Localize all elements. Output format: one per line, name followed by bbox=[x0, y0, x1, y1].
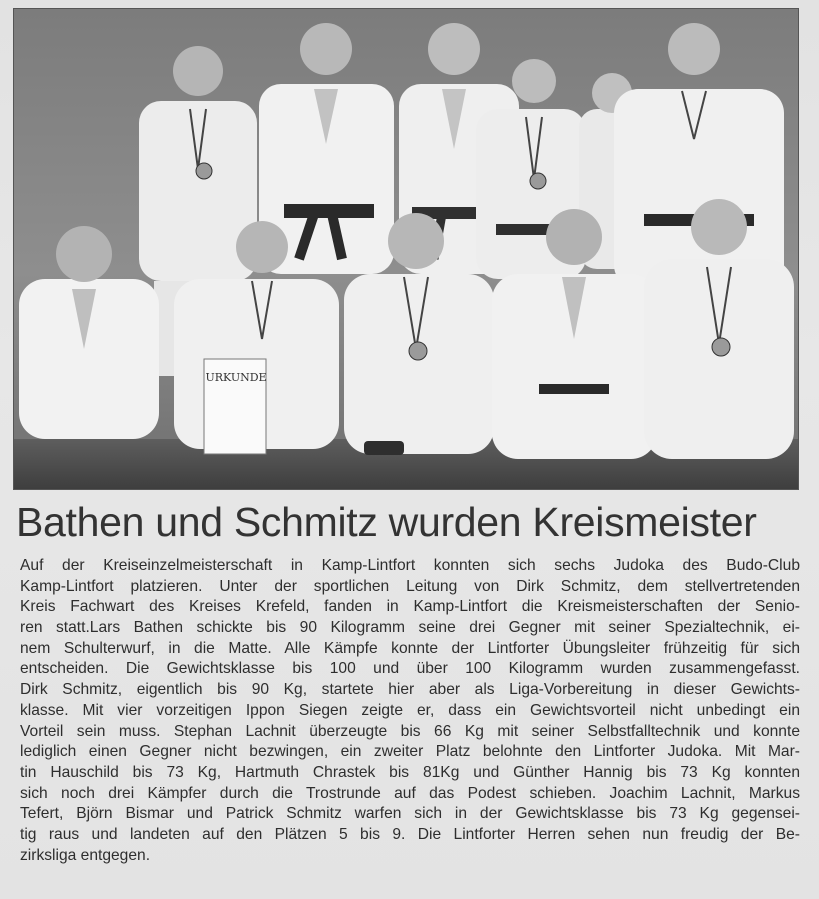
team-photo bbox=[13, 8, 799, 490]
article-line: tig raus und landeten auf den Plätzen 5 bis 9. Die Lintforter Herren sehen nun freudig der Be- bbox=[20, 825, 800, 843]
article-line: Dirk Schmitz, eigentlich bis 90 Kg, startete hier aber als Liga-Vorbereitung in dieser Gewichts- bbox=[20, 681, 800, 699]
certificate-label: URKUNDE bbox=[205, 371, 267, 384]
judoka-group-illustration bbox=[14, 9, 798, 489]
article-line: Kamp-Lintfort platzieren. Unter der sportlichen Leitung von Dirk Schmitz, dem stellvertretenden bbox=[20, 577, 800, 595]
article-line: Kreis Fachwart des Kreises Krefeld, fanden in Kamp-Lintfort die Kreismeisterschaften der Senio- bbox=[20, 598, 800, 616]
article-body bbox=[20, 556, 800, 866]
article-line: klasse. Mit vier vorzeitigen Ippon Siegen zeigte er, dass ein Gewichtsvorteil nicht unbedingt ein bbox=[20, 701, 800, 719]
article-line: nem Schulterwurf, in die Matte. Alle Kämpfe konnte der Lintforter Übungsleiter frühzeitig für sich bbox=[20, 639, 800, 657]
article-line: sich noch drei Kämpfer durch die Trostrunde auf das Podest schieben. Joachim Lachnit, Markus bbox=[20, 784, 800, 802]
article-line: entscheiden. Die Gewichtsklasse bis 100 und über 100 Kilogramm wurden zusammengefasst. bbox=[20, 660, 800, 678]
article-line: Tefert, Björn Bismar und Patrick Schmitz warfen sich in der Gewichtsklasse bis 73 Kg gegensei- bbox=[20, 805, 800, 823]
article-headline: Bathen und Schmitz wurden Kreismeister bbox=[16, 499, 757, 545]
article-line: Auf der Kreiseinzelmeisterschaft in Kamp-Lintfort konnten sich sechs Judoka des Budo-Club bbox=[20, 557, 800, 574]
article-line: lediglich einen Gegner nicht bezwingen, ein zweiter Platz belohnte den Lintforter Judoka. Mit Mar- bbox=[20, 743, 800, 761]
article-line: Vorteil sein muss. Stephan Lachnit überzeugte bis 66 Kg mit seiner Selbstfalltechnik und konnte bbox=[20, 722, 800, 740]
article-line: zirksliga entgegen. bbox=[20, 846, 151, 864]
article-line: tin Hauschild bis 73 Kg, Hartmuth Chrastek bis 81Kg und Günther Hannig bis 73 Kg konnten bbox=[20, 763, 800, 781]
article-line: ren statt.Lars Bathen schickte bis 90 Kilogramm seine drei Gegner mit seiner Spezialtechnik, ei- bbox=[20, 619, 800, 637]
